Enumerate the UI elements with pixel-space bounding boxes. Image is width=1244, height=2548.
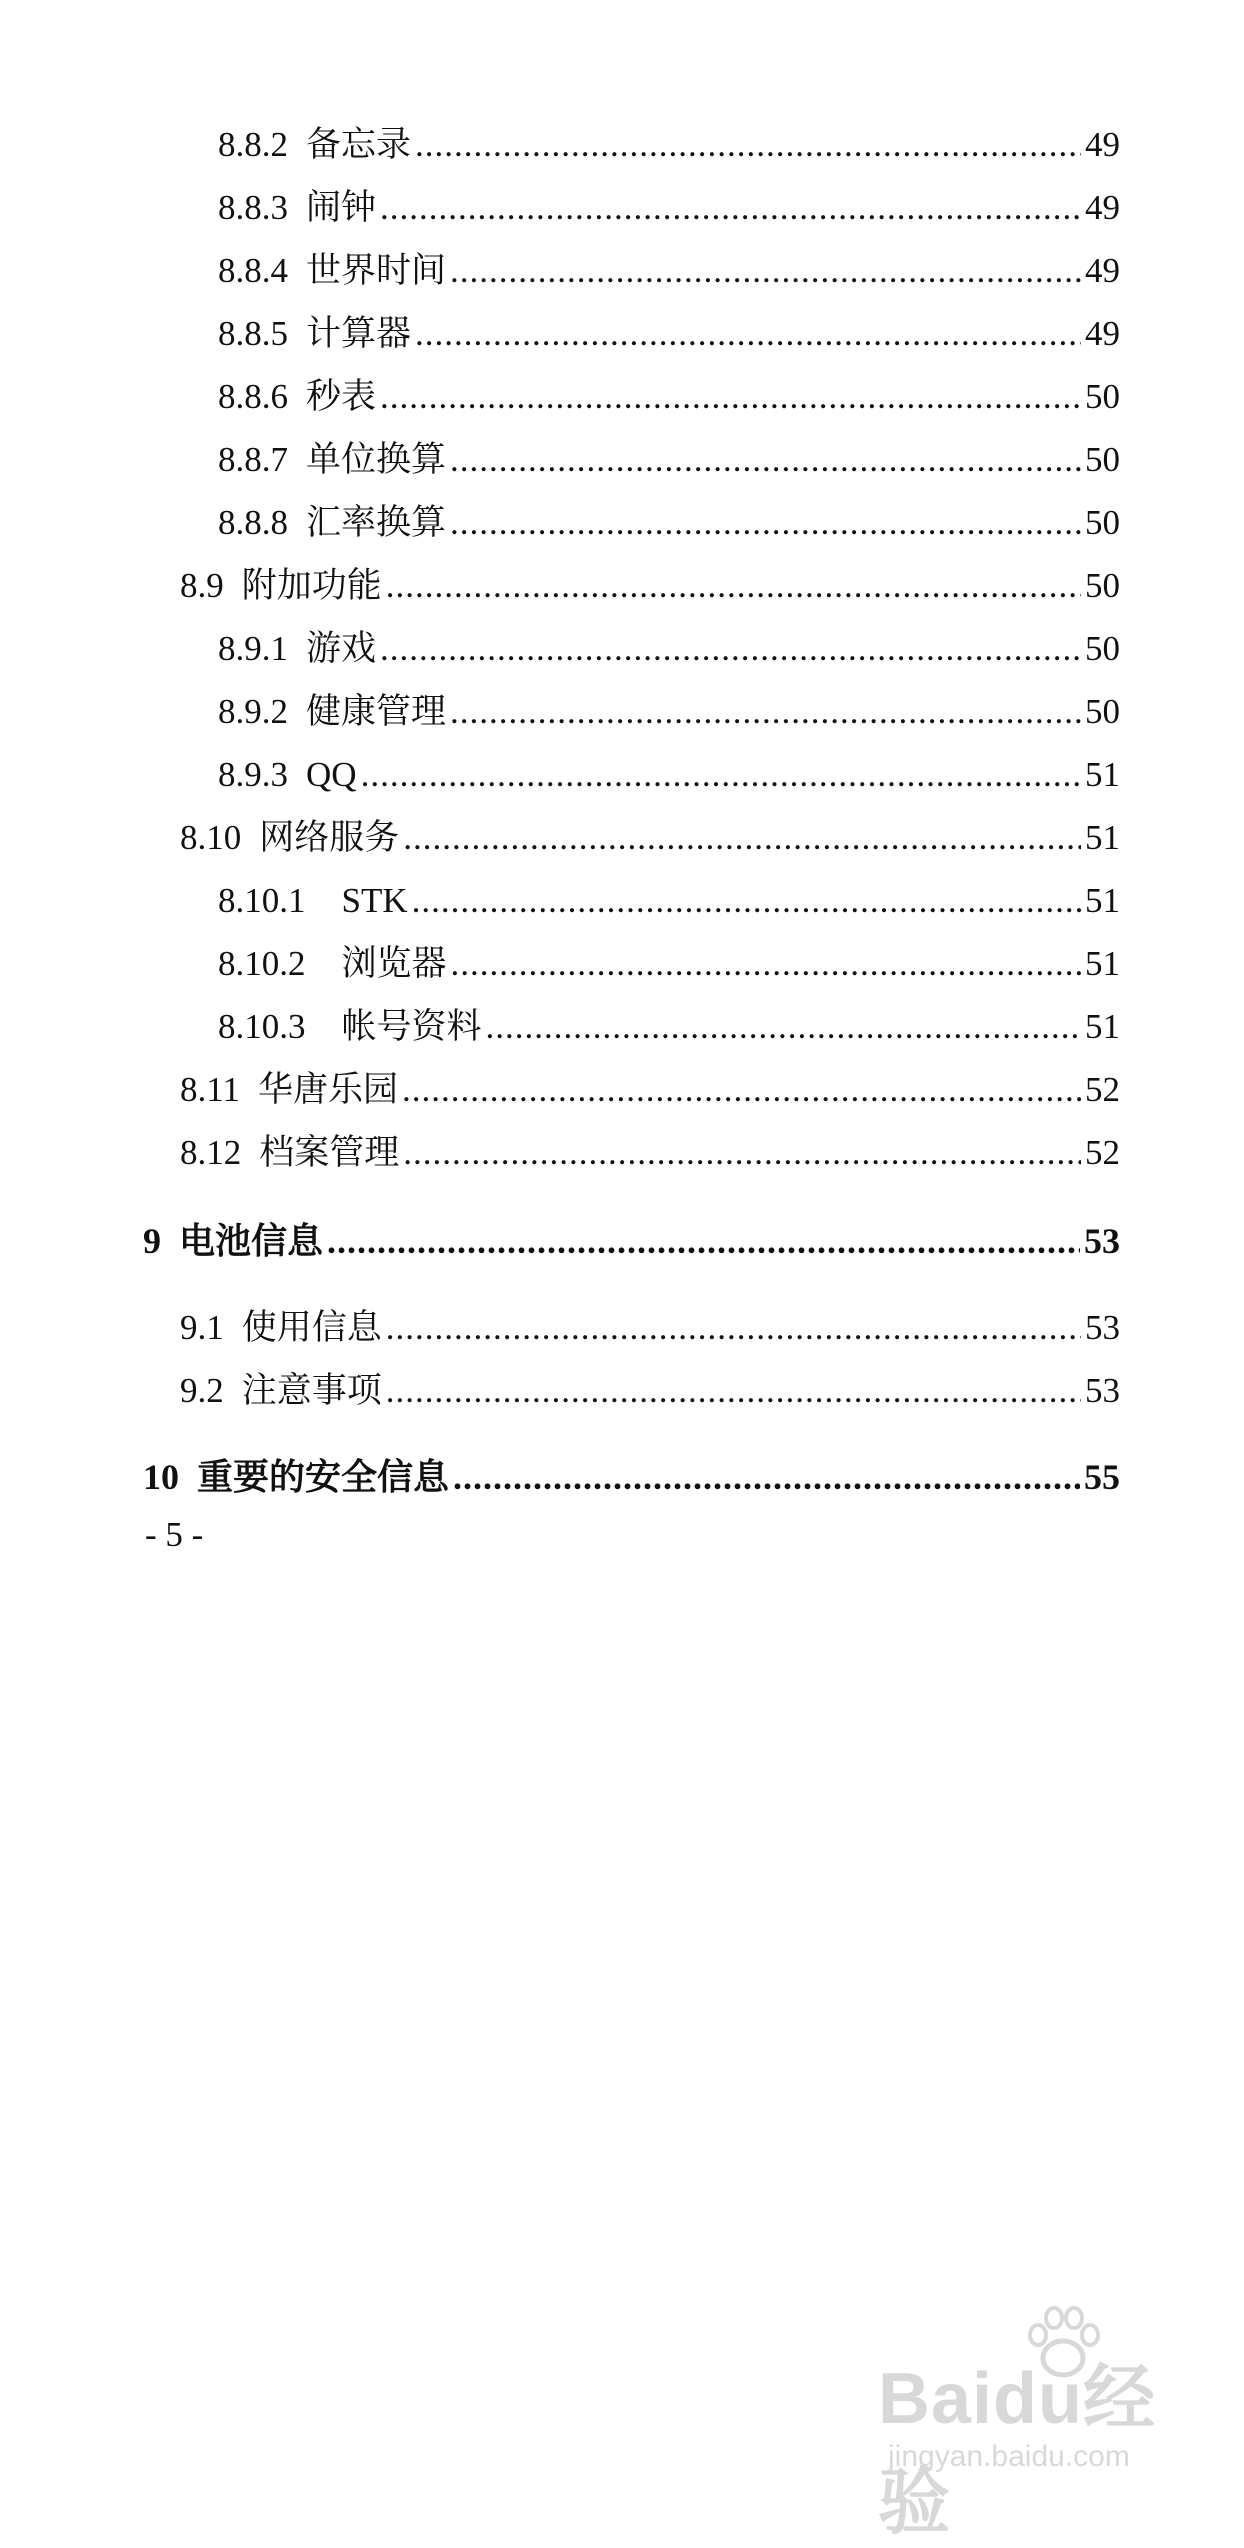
toc-entry-page: 50 <box>1085 440 1120 479</box>
toc-entry-number: 9.2 <box>180 1371 224 1410</box>
toc-entry-number: 8.8.3 <box>218 188 288 227</box>
toc-entry-number: 8.8.6 <box>218 377 288 416</box>
toc-entry-title: 使用信息 <box>241 1308 382 1347</box>
toc-entry-page: 49 <box>1085 125 1120 164</box>
toc-entry-page: 52 <box>1085 1133 1120 1172</box>
toc-entry[interactable] <box>218 1002 1120 1052</box>
toc-entry-title: 注意事项 <box>241 1371 382 1410</box>
toc-entry[interactable] <box>180 813 1120 863</box>
toc-entry[interactable] <box>218 876 1120 926</box>
toc-entry-number: 9 <box>143 1221 161 1261</box>
toc-leader-dots <box>361 750 1081 800</box>
watermark-logo-text: Baidu经验 <box>878 2359 1157 2543</box>
toc-entry-title: 秒表 <box>306 377 377 416</box>
toc-entry-number: 8.8.5 <box>218 314 288 353</box>
toc-entry[interactable] <box>218 309 1120 359</box>
toc-leader-dots <box>380 624 1081 674</box>
toc-entry[interactable] <box>218 435 1120 485</box>
toc-entry-page: 51 <box>1085 881 1120 920</box>
toc-entry-title: 网络服务 <box>259 818 400 857</box>
toc-entry-page: 53 <box>1084 1221 1120 1261</box>
toc-entry[interactable] <box>218 687 1120 737</box>
toc-leader-dots <box>450 246 1081 296</box>
toc-entry[interactable] <box>180 1065 1120 1115</box>
toc-entry-title: 电池信息 <box>179 1221 324 1261</box>
toc-leader-dots <box>386 1366 1081 1416</box>
toc-entry-title: 备忘录 <box>306 125 412 164</box>
toc-entry-title: 帐号资料 <box>341 1007 482 1046</box>
toc-leader-dots <box>412 876 1081 926</box>
toc-entry-number: 9.1 <box>180 1308 224 1347</box>
toc-entry[interactable] <box>218 939 1120 989</box>
toc-entry-title: 汇率换算 <box>306 503 447 542</box>
toc-entry-number: 8.8.4 <box>218 251 288 290</box>
toc-entry-page: 51 <box>1085 944 1120 983</box>
toc-leader-dots <box>403 813 1081 863</box>
page-number: - 5 - <box>145 1515 204 1554</box>
toc-chapter-entry[interactable] <box>143 1452 1120 1502</box>
toc-entry-title: QQ <box>306 755 357 794</box>
toc-entry[interactable] <box>218 624 1120 674</box>
toc-leader-dots <box>415 309 1081 359</box>
toc-entry-number: 8.8.8 <box>218 503 288 542</box>
toc-leader-dots <box>402 1065 1081 1115</box>
toc-entry-page: 50 <box>1085 692 1120 731</box>
toc-entry[interactable] <box>218 372 1120 422</box>
toc-entry[interactable] <box>218 120 1120 170</box>
toc-leader-dots <box>380 183 1081 233</box>
toc-entry-number: 8.10.2 <box>218 944 306 983</box>
toc-leader-dots <box>451 939 1081 989</box>
toc-entry[interactable] <box>218 750 1120 800</box>
toc-entry-title: 档案管理 <box>259 1133 400 1172</box>
toc-entry-title: 华唐乐园 <box>257 1070 398 1109</box>
toc-leader-dots <box>450 498 1081 548</box>
toc-entry-title: 单位换算 <box>306 440 447 479</box>
toc-entry-title: 重要的安全信息 <box>197 1457 450 1497</box>
toc-leader-dots <box>450 687 1081 737</box>
watermark-url: jingyan.baidu.com <box>888 2440 1130 2473</box>
toc-entry-number: 8.9.3 <box>218 755 288 794</box>
toc-entry-number: 8.9.1 <box>218 629 288 668</box>
toc-entry-page: 50 <box>1085 629 1120 668</box>
toc-entry-number: 8.10.3 <box>218 1007 306 1046</box>
toc-leader-dots <box>486 1002 1081 1052</box>
toc-leader-dots <box>327 1216 1080 1266</box>
watermark <box>878 2300 1218 2543</box>
toc-entry-page: 52 <box>1085 1070 1120 1109</box>
toc-entry-page: 49 <box>1085 251 1120 290</box>
toc-entry-number: 8.9.2 <box>218 692 288 731</box>
toc-entry-number: 8.9 <box>180 566 224 605</box>
toc-entry-page: 51 <box>1085 755 1120 794</box>
toc-entry-page: 53 <box>1085 1371 1120 1410</box>
toc-leader-dots <box>415 120 1081 170</box>
toc-entry-page: 53 <box>1085 1308 1120 1347</box>
toc-entry-number: 8.12 <box>180 1133 242 1172</box>
toc-entry-page: 49 <box>1085 314 1120 353</box>
toc-entry[interactable] <box>218 183 1120 233</box>
toc-entry-number: 8.10.1 <box>218 881 306 920</box>
toc-leader-dots <box>450 435 1081 485</box>
toc-entry-page: 51 <box>1085 1007 1120 1046</box>
toc-chapter-entry[interactable] <box>143 1216 1120 1266</box>
toc-leader-dots <box>403 1128 1081 1178</box>
toc-entry-page: 51 <box>1085 818 1120 857</box>
toc-entry[interactable] <box>218 498 1120 548</box>
toc-entry-title: 计算器 <box>306 314 412 353</box>
toc-entry[interactable] <box>180 1366 1120 1416</box>
toc-entry-title: 浏览器 <box>341 944 447 983</box>
toc-entry-page: 50 <box>1085 377 1120 416</box>
toc-entry-number: 10 <box>143 1457 179 1497</box>
toc-entry-page: 55 <box>1084 1457 1120 1497</box>
toc-entry[interactable] <box>218 246 1120 296</box>
toc-leader-dots <box>453 1452 1080 1502</box>
toc-entry-number: 8.10 <box>180 818 242 857</box>
toc-entry-title: STK <box>341 881 408 920</box>
toc-entry[interactable] <box>180 1128 1120 1178</box>
toc-entry-title: 附加功能 <box>241 566 382 605</box>
toc-entry-title: 游戏 <box>306 629 377 668</box>
toc-leader-dots <box>386 1303 1081 1353</box>
toc-entry-number: 8.8.2 <box>218 125 288 164</box>
toc-leader-dots <box>380 372 1081 422</box>
toc-entry-page: 50 <box>1085 503 1120 542</box>
toc-entry-page: 50 <box>1085 566 1120 605</box>
toc-entry[interactable] <box>180 561 1120 611</box>
toc-entry-title: 世界时间 <box>306 251 447 290</box>
toc-entry-title: 健康管理 <box>306 692 447 731</box>
toc-entry[interactable] <box>180 1303 1120 1353</box>
toc-entry-number: 8.8.7 <box>218 440 288 479</box>
toc-entry-title: 闹钟 <box>306 188 377 227</box>
toc-entry-number: 8.11 <box>180 1070 240 1109</box>
toc-entry-page: 49 <box>1085 188 1120 227</box>
toc-leader-dots <box>386 561 1081 611</box>
